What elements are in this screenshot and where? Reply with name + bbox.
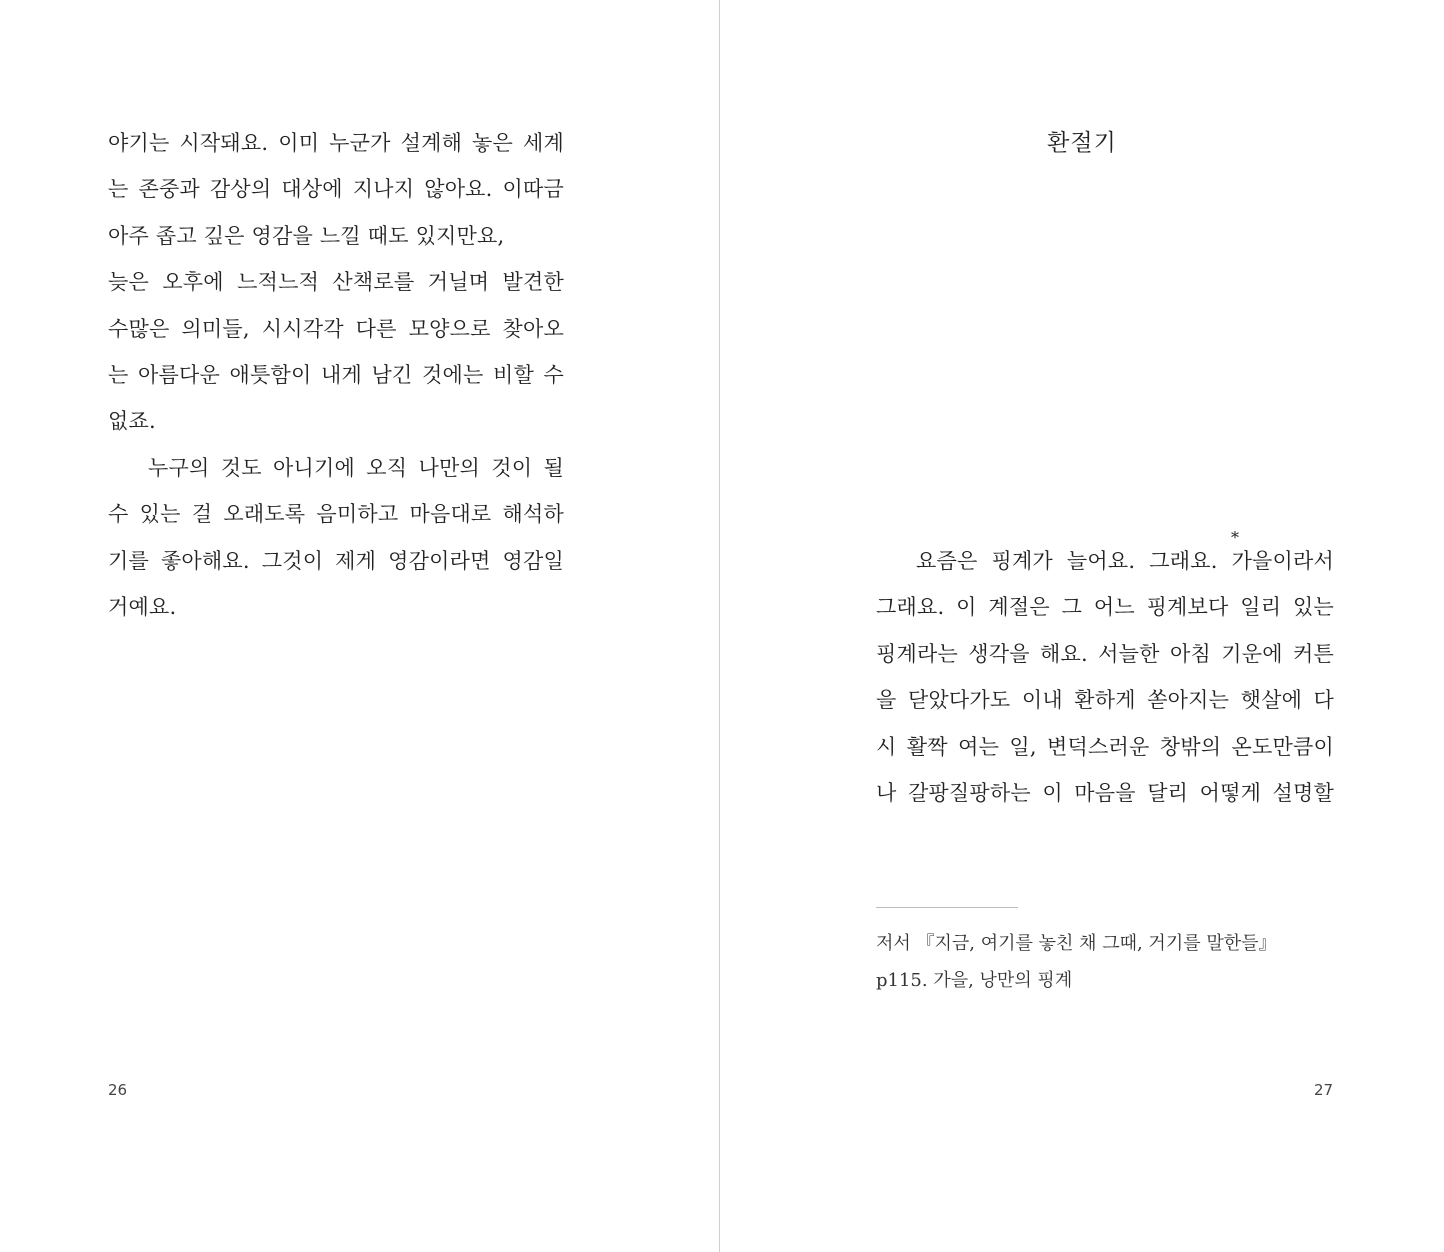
footnote-source: 저서 『지금, 여기를 놓친 채 그때, 거기를 말한들』 [876, 933, 1277, 954]
footnote-page-ref: p115. 가을, 낭만의 핑계 [876, 970, 1073, 991]
text-line: 수 있는 걸 오래도록 음미하고 마음대로 해석하 [108, 502, 564, 527]
footnote-divider [876, 907, 1018, 908]
text-line: 나 갈팡질팡하는 이 마음을 달리 어떻게 설명할 [876, 780, 1334, 805]
text-line: 늦은 오후에 느적느적 산책로를 거닐며 발견한 [108, 270, 564, 295]
text-line: 는 아름다운 애틋함이 내게 남긴 것에는 비할 수 [108, 362, 564, 387]
text-line: 요즘은 핑계가 늘어요. 그래요. 가을이라서 [916, 549, 1334, 573]
text-line: 시 활짝 여는 일, 변덕스러운 창밖의 온도만큼이 [876, 734, 1334, 759]
text-line: 수많은 의미들, 시시각각 다른 모양으로 찾아오 [108, 316, 564, 341]
left-page-body-text [108, 120, 564, 630]
text-line: 거예요. [108, 594, 177, 619]
chapter-title: 환절기 [1047, 130, 1117, 156]
text-line: 는 존중과 감상의 대상에 지나지 않아요. 이따금 [108, 177, 564, 202]
text-line: 아주 좁고 깊은 영감을 느낄 때도 있지만요, [108, 223, 505, 248]
text-line: 없죠. [108, 409, 156, 434]
text-line: 핑계라는 생각을 해요. 서늘한 아침 기운에 커튼 [876, 641, 1334, 666]
text-line: 누구의 것도 아니기에 오직 나만의 것이 될 [148, 455, 564, 480]
footnote [876, 925, 1346, 999]
footnote-marker[interactable]: * [1231, 528, 1239, 547]
text-line: 기를 좋아해요. 그것이 제게 영감이라면 영감일 [108, 548, 564, 573]
text-line: 그래요. 이 계절은 그 어느 핑계보다 일리 있는 [876, 595, 1334, 620]
right-page [720, 0, 1444, 1252]
left-page [0, 0, 719, 1252]
text-line: 을 닫았다가도 이내 환하게 쏟아지는 햇살에 다 [876, 688, 1334, 713]
text-line: 야기는 시작돼요. 이미 누군가 설계해 놓은 세계 [108, 131, 564, 155]
page-number-left: 26 [108, 1081, 128, 1099]
page-number-right: 27 [1314, 1081, 1334, 1099]
right-page-body-text [876, 538, 1334, 816]
